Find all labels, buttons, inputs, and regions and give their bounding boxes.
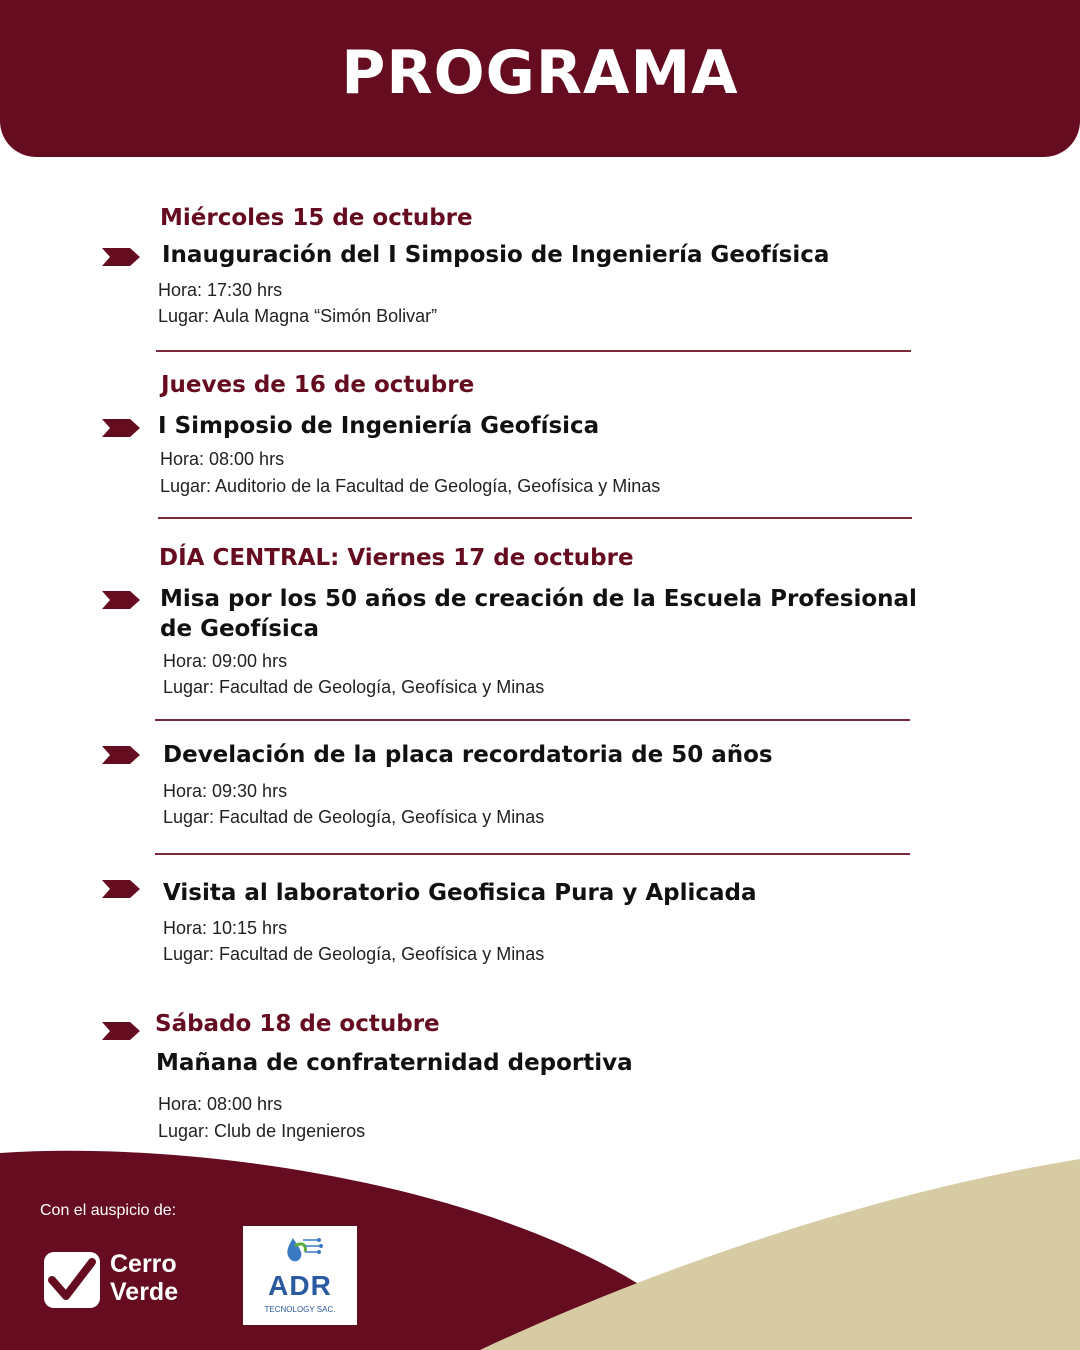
chevron-arrow-icon (102, 1022, 140, 1040)
divider-2 (158, 517, 912, 519)
header-banner (0, 0, 1080, 157)
adr-logo-icon (283, 1234, 323, 1268)
event-place-2: Lugar: Auditorio de la Facultad de Geología, Geofísica y Minas (160, 476, 661, 496)
event-place-4: Lugar: Facultad de Geología, Geofísica y Minas (163, 807, 545, 827)
day-heading-2: Jueves de 16 de octubre (161, 372, 475, 398)
event-title-2: I Simposio de Ingeniería Geofísica (158, 413, 600, 439)
footer-wave (0, 1145, 1080, 1350)
day-heading-3: DÍA CENTRAL: Viernes 17 de octubre (159, 545, 634, 571)
event-time-1: Hora: 17:30 hrs (158, 280, 283, 300)
event-time-5: Hora: 10:15 hrs (163, 918, 288, 938)
event-time-4: Hora: 09:30 hrs (163, 781, 288, 801)
chevron-arrow-icon (102, 880, 140, 898)
event-title-6: Mañana de confraternidad deportiva (156, 1050, 633, 1076)
sponsor-1-name (110, 1250, 178, 1306)
event-place-3: Lugar: Facultad de Geología, Geofísica y Minas (163, 677, 545, 697)
event-title-4: Develación de la placa recordatoria de 50 años (163, 742, 773, 768)
event-time-2: Hora: 08:00 hrs (160, 449, 285, 469)
day-heading-1: Miércoles 15 de octubre (160, 205, 473, 231)
page-title: PROGRAMA (341, 38, 739, 108)
event-place-1: Lugar: Aula Magna “Simón Bolivar” (158, 306, 438, 326)
cerro-verde-logo-icon (42, 1250, 102, 1310)
event-time-3: Hora: 09:00 hrs (163, 651, 288, 671)
divider-1 (156, 350, 911, 352)
sponsor-2-subtitle: TECNOLOGY SAC. (264, 1305, 336, 1314)
divider-3 (155, 719, 910, 721)
event-title-1: Inauguración del I Simposio de Ingeniería Geofísica (162, 242, 830, 268)
chevron-arrow-icon (102, 419, 140, 437)
day-heading-4: Sábado 18 de octubre (155, 1011, 440, 1037)
event-title-3: Misa por los 50 años de creación de la Escuela Profesional de Geofísica (160, 586, 917, 642)
sponsor-2-name: ADR (268, 1270, 332, 1301)
chevron-arrow-icon (102, 746, 140, 764)
event-place-6: Lugar: Club de Ingenieros (158, 1121, 366, 1141)
sponsor-1-line-2: Verde (110, 1278, 179, 1306)
chevron-arrow-icon (102, 591, 140, 609)
adr-logo (243, 1226, 357, 1325)
chevron-arrow-icon (102, 248, 140, 266)
sponsor-label: Con el auspicio de: (40, 1202, 177, 1219)
event-place-5: Lugar: Facultad de Geología, Geofísica y Minas (163, 944, 545, 964)
divider-4 (155, 853, 910, 855)
sponsor-1-line-1: Cerro (110, 1250, 177, 1278)
event-time-6: Hora: 08:00 hrs (158, 1094, 283, 1114)
event-title-5: Visita al laboratorio Geofisica Pura y Aplicada (163, 880, 757, 906)
